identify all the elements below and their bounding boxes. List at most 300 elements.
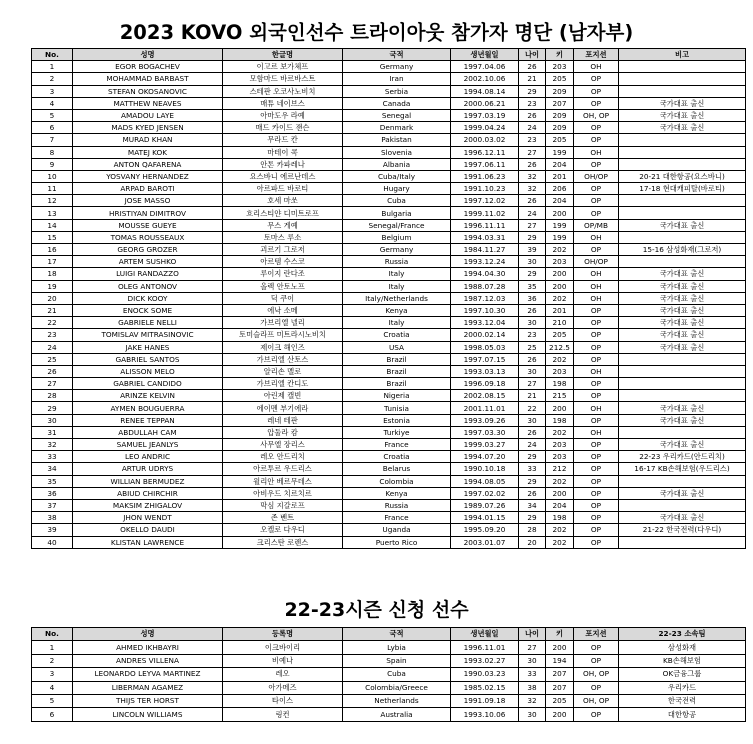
table-row [32,85,746,97]
table-row [32,329,746,341]
cell-height: 205 [546,329,574,341]
cell-birthdate: 1996.11.11 [451,219,519,231]
cell-birthdate: 2000.03.02 [451,134,519,146]
cell-no: 40 [32,536,73,548]
cell-height: 202 [546,244,574,256]
cell-note: 국가대표 출신 [619,122,746,134]
cell-name: OKELLO DAUDI [73,524,223,536]
cell-name: ANDRES VILLENA [73,654,223,667]
cell-nationality: Uganda [343,524,451,536]
cell-note: 국가대표 출신 [619,219,746,231]
cell-no: 12 [32,195,73,207]
cell-no: 5 [32,109,73,121]
cell-nationality: Cuba [343,195,451,207]
cell-name: LEONARDO LEYVA MARTINEZ [73,668,223,681]
cell-name: EGOR BOGACHEV [73,61,223,73]
cell-no: 27 [32,378,73,390]
cell-height: 200 [546,641,574,654]
cell-age: 26 [519,61,546,73]
cell-no: 1 [32,61,73,73]
cell-nationality: Russia [343,499,451,511]
table-row [32,158,746,170]
cell-note [619,195,746,207]
cell-name: MADS KYED JENSEN [73,122,223,134]
cell-no: 3 [32,85,73,97]
cell-height: 207 [546,97,574,109]
cell-height: 201 [546,170,574,182]
table-row [32,341,746,353]
cell-birthdate: 1999.11.02 [451,207,519,219]
cell-no: 3 [32,668,73,681]
cell-korean-name: 아르파드 바로티 [223,183,343,195]
cell-position: OP [574,414,619,426]
cell-note [619,207,746,219]
cell-korean-name: 스테판 오코사노비치 [223,85,343,97]
cell-nationality: Cuba/Italy [343,170,451,182]
cell-age: 27 [519,378,546,390]
cell-birthdate: 1994.04.30 [451,268,519,280]
cell-height: 203 [546,256,574,268]
cell-korean-name: 가브리엘 넬리 [223,317,343,329]
cell-nationality: Tunisia [343,402,451,414]
cell-age: 30 [519,708,546,721]
cell-korean-name: 아가메즈 [223,681,343,694]
cell-age: 26 [519,304,546,316]
cell-birthdate: 1997.06.11 [451,158,519,170]
cell-height: 209 [546,122,574,134]
cell-position: OP [574,97,619,109]
cell-name: KLISTAN LAWRENCE [73,536,223,548]
table-row [32,641,746,654]
cell-korean-name: 이크바이리 [223,641,343,654]
cell-no: 36 [32,487,73,499]
cell-note: 국가대표 출신 [619,341,746,353]
cell-age: 29 [519,475,546,487]
cell-nationality: Albania [343,158,451,170]
cell-height: 200 [546,268,574,280]
page-title: 2023 KOVO 외국인선수 트라이아웃 참가자 명단 (남자부) [119,21,634,44]
table-header-row [32,49,746,61]
table-row [32,97,746,109]
cell-age: 33 [519,463,546,475]
cell-age: 23 [519,134,546,146]
cell-height: 209 [546,85,574,97]
cell-age: 21 [519,390,546,402]
cell-birthdate: 1993.09.26 [451,414,519,426]
cell-age: 20 [519,536,546,548]
cell-position: OP [574,512,619,524]
cell-no: 10 [32,170,73,182]
table-row [32,304,746,316]
cell-name: AMADOU LAYE [73,109,223,121]
cell-age: 26 [519,487,546,499]
cell-height: 205 [546,134,574,146]
cell-height: 203 [546,61,574,73]
cell-no: 22 [32,317,73,329]
cell-korean-name: 에낙 소메 [223,304,343,316]
cell-korean-name: 아르템 수스코 [223,256,343,268]
cell-note [619,61,746,73]
cell-height: 210 [546,317,574,329]
cell-birthdate: 1995.09.20 [451,524,519,536]
cell-name: ALISSON MELO [73,365,223,377]
cell-korean-name: 링컨 [223,708,343,721]
cell-position: OP [574,158,619,170]
header-birthdate: 생년월일 [451,628,519,641]
cell-position: OP [574,195,619,207]
cell-no: 37 [32,499,73,511]
cell-nationality: Germany [343,244,451,256]
cell-birthdate: 1993.12.24 [451,256,519,268]
table-row [32,414,746,426]
cell-nationality: Australia [343,708,451,721]
cell-height: 194 [546,654,574,667]
cell-no: 38 [32,512,73,524]
cell-name: LIBERMAN AGAMEZ [73,681,223,694]
cell-korean-name: 레오 안드리치 [223,451,343,463]
cell-note: 15-16 삼성화재(그로저) [619,244,746,256]
cell-note: 20-21 대한항공(요스바니) [619,170,746,182]
tryout-participants-table [31,48,746,549]
cell-birthdate: 1994.01.15 [451,512,519,524]
cell-no: 5 [32,694,73,707]
cell-note: 22-23 우리카드(안드리치) [619,451,746,463]
table-row [32,207,746,219]
cell-no: 4 [32,97,73,109]
cell-korean-name: 모함마드 바르바스트 [223,73,343,85]
cell-birthdate: 2003.01.07 [451,536,519,548]
cell-position: OH [574,268,619,280]
cell-height: 202 [546,353,574,365]
cell-birthdate: 1991.09.18 [451,694,519,707]
cell-position: OH [574,365,619,377]
cell-note [619,390,746,402]
table-row [32,524,746,536]
cell-age: 36 [519,292,546,304]
cell-age: 22 [519,402,546,414]
cell-name: ANTON QAFARENA [73,158,223,170]
cell-note: 국가대표 출신 [619,280,746,292]
cell-height: 207 [546,668,574,681]
cell-height: 202 [546,426,574,438]
cell-korean-name: 막심 지갈로프 [223,499,343,511]
cell-birthdate: 1997.07.15 [451,353,519,365]
cell-position: OP [574,708,619,721]
cell-no: 13 [32,207,73,219]
cell-korean-name: 제이크 해인즈 [223,341,343,353]
cell-note: 삼성화재 [619,641,746,654]
cell-name: GABRIEL CANDIDO [73,378,223,390]
cell-position: OP [574,463,619,475]
cell-korean-name: 비예나 [223,654,343,667]
cell-name: YOSVANY HERNANDEZ [73,170,223,182]
cell-position: OP [574,353,619,365]
cell-nationality: Bulgaria [343,207,451,219]
cell-height: 202 [546,524,574,536]
cell-nationality: Italy [343,317,451,329]
cell-birthdate: 1984.11.27 [451,244,519,256]
cell-nationality: Croatia [343,329,451,341]
table-body [32,61,746,549]
cell-name: GABRIELE NELLI [73,317,223,329]
cell-height: 204 [546,499,574,511]
cell-birthdate: 1985.02.15 [451,681,519,694]
cell-birthdate: 2000.02.14 [451,329,519,341]
table-row [32,292,746,304]
cell-position: OP [574,207,619,219]
cell-note: 국가대표 출신 [619,329,746,341]
cell-name: AYMEN BOUGUERRA [73,402,223,414]
cell-note [619,353,746,365]
header-korean-name: 등록명 [223,628,343,641]
cell-nationality: Croatia [343,451,451,463]
cell-birthdate: 1999.03.27 [451,439,519,451]
cell-birthdate: 1997.03.19 [451,109,519,121]
table-row [32,256,746,268]
cell-note: 국가대표 출신 [619,304,746,316]
cell-korean-name: 가브리엘 산토스 [223,353,343,365]
cell-height: 198 [546,512,574,524]
cell-korean-name: 무라드 칸 [223,134,343,146]
cell-nationality: Brazil [343,365,451,377]
table-row [32,694,746,707]
cell-korean-name: 요스바니 에르난데스 [223,170,343,182]
table-row [32,451,746,463]
cell-note: 국가대표 출신 [619,512,746,524]
cell-birthdate: 1998.05.03 [451,341,519,353]
cell-note: 국가대표 출신 [619,292,746,304]
cell-age: 24 [519,439,546,451]
cell-name: MURAD KHAN [73,134,223,146]
table-row [32,146,746,158]
cell-note: 한국전력 [619,694,746,707]
cell-nationality: Brazil [343,378,451,390]
cell-position: OP [574,122,619,134]
cell-no: 21 [32,304,73,316]
cell-note [619,475,746,487]
cell-age: 26 [519,195,546,207]
cell-no: 2 [32,73,73,85]
cell-nationality: Turkiye [343,426,451,438]
cell-nationality: France [343,512,451,524]
cell-age: 26 [519,426,546,438]
cell-birthdate: 1994.07.20 [451,451,519,463]
cell-note [619,365,746,377]
cell-age: 21 [519,73,546,85]
cell-nationality: Germany [343,61,451,73]
table-row [32,668,746,681]
table-row [32,536,746,548]
cell-name: JAKE HANES [73,341,223,353]
cell-note: 국가대표 출신 [619,268,746,280]
table-row [32,244,746,256]
cell-korean-name: 오켈로 다우디 [223,524,343,536]
table-row [32,499,746,511]
cell-age: 39 [519,244,546,256]
table-row [32,439,746,451]
header-name: 성명 [73,628,223,641]
cell-position: OP [574,654,619,667]
cell-name: HRISTIYAN DIMITROV [73,207,223,219]
cell-note: 국가대표 출신 [619,97,746,109]
cell-nationality: Belgium [343,231,451,243]
cell-height: 199 [546,146,574,158]
cell-name: ARTEM SUSHKO [73,256,223,268]
cell-nationality: France [343,439,451,451]
table-row [32,109,746,121]
cell-age: 30 [519,365,546,377]
table-row [32,73,746,85]
cell-position: OH [574,402,619,414]
cell-nationality: Lybia [343,641,451,654]
cell-note: 국가대표 출신 [619,439,746,451]
cell-birthdate: 1993.12.04 [451,317,519,329]
cell-birthdate: 1997.12.02 [451,195,519,207]
cell-position: OP [574,536,619,548]
cell-korean-name: 괴르기 그로저 [223,244,343,256]
cell-position: OP [574,451,619,463]
cell-no: 33 [32,451,73,463]
cell-height: 198 [546,414,574,426]
cell-nationality: Pakistan [343,134,451,146]
cell-birthdate: 1989.07.26 [451,499,519,511]
cell-name: MATTHEW NEAVES [73,97,223,109]
cell-birthdate: 2002.08.15 [451,390,519,402]
cell-no: 16 [32,244,73,256]
cell-no: 23 [32,329,73,341]
cell-birthdate: 1988.07.28 [451,280,519,292]
cell-birthdate: 1993.02.27 [451,654,519,667]
cell-no: 8 [32,146,73,158]
cell-age: 38 [519,681,546,694]
cell-height: 207 [546,681,574,694]
cell-position: OP [574,134,619,146]
cell-birthdate: 2001.11.01 [451,402,519,414]
cell-position: OP [574,304,619,316]
cell-height: 199 [546,219,574,231]
cell-height: 204 [546,158,574,170]
cell-position: OP [574,73,619,85]
cell-nationality: Iran [343,73,451,85]
cell-name: JOSE MASSO [73,195,223,207]
cell-height: 199 [546,231,574,243]
cell-age: 26 [519,109,546,121]
table-row [32,353,746,365]
cell-nationality: Slovenia [343,146,451,158]
cell-no: 31 [32,426,73,438]
header-age: 나이 [519,628,546,641]
cell-no: 11 [32,183,73,195]
cell-birthdate: 1990.10.18 [451,463,519,475]
cell-note [619,231,746,243]
table-row [32,390,746,402]
cell-position: OP [574,487,619,499]
cell-age: 27 [519,146,546,158]
cell-position: OP [574,439,619,451]
cell-position: OP [574,524,619,536]
table-row [32,463,746,475]
cell-height: 200 [546,708,574,721]
cell-age: 29 [519,85,546,97]
cell-korean-name: 에이멘 부기에라 [223,402,343,414]
cell-note: 국가대표 출신 [619,317,746,329]
cell-no: 6 [32,708,73,721]
cell-birthdate: 2002.10.06 [451,73,519,85]
cell-position: OP/MB [574,219,619,231]
cell-height: 205 [546,694,574,707]
table-row [32,475,746,487]
cell-age: 27 [519,219,546,231]
cell-position: OP [574,329,619,341]
cell-height: 198 [546,378,574,390]
cell-no: 9 [32,158,73,170]
returning-players-table [31,627,746,722]
cell-nationality: Cuba [343,668,451,681]
cell-no: 6 [32,122,73,134]
cell-note: 16-17 KB손해보험(우드리스) [619,463,746,475]
cell-korean-name: 윌리안 베르무데스 [223,475,343,487]
cell-note [619,73,746,85]
cell-note: 국가대표 출신 [619,109,746,121]
cell-name: LUIGI RANDAZZO [73,268,223,280]
cell-position: OP [574,378,619,390]
cell-age: 32 [519,694,546,707]
cell-korean-name: 아비우드 치르치르 [223,487,343,499]
cell-nationality: Hugary [343,183,451,195]
cell-position: OP [574,244,619,256]
cell-age: 26 [519,353,546,365]
cell-position: OP [574,85,619,97]
table-row [32,195,746,207]
cell-name: ARTUR UDRYS [73,463,223,475]
cell-name: ARPAD BAROTI [73,183,223,195]
cell-note: 국가대표 출신 [619,487,746,499]
cell-no: 28 [32,390,73,402]
cell-birthdate: 1991.10.23 [451,183,519,195]
table-row [32,219,746,231]
cell-nationality: Spain [343,654,451,667]
header-no: No. [32,628,73,641]
cell-age: 30 [519,414,546,426]
cell-note: 17-18 현대캐피탈(바로티) [619,183,746,195]
cell-age: 29 [519,268,546,280]
cell-name: ABIUD CHIRCHIR [73,487,223,499]
cell-name: DICK KOOY [73,292,223,304]
cell-birthdate: 1999.04.24 [451,122,519,134]
cell-korean-name: 딕 쿠이 [223,292,343,304]
table-row [32,487,746,499]
header-position: 포지션 [574,628,619,641]
table-row [32,268,746,280]
cell-korean-name: 마테이 콕 [223,146,343,158]
cell-age: 28 [519,524,546,536]
cell-no: 19 [32,280,73,292]
cell-no: 26 [32,365,73,377]
cell-age: 29 [519,451,546,463]
cell-note [619,134,746,146]
cell-nationality: Brazil [343,353,451,365]
cell-name: LEO ANDRIC [73,451,223,463]
cell-nationality: Russia [343,256,451,268]
cell-note [619,426,746,438]
cell-height: 204 [546,195,574,207]
header-birthdate: 생년월일 [451,49,519,61]
cell-note [619,158,746,170]
cell-position: OP [574,317,619,329]
table-row [32,426,746,438]
cell-no: 7 [32,134,73,146]
cell-korean-name: 매드 카이드 잰슨 [223,122,343,134]
